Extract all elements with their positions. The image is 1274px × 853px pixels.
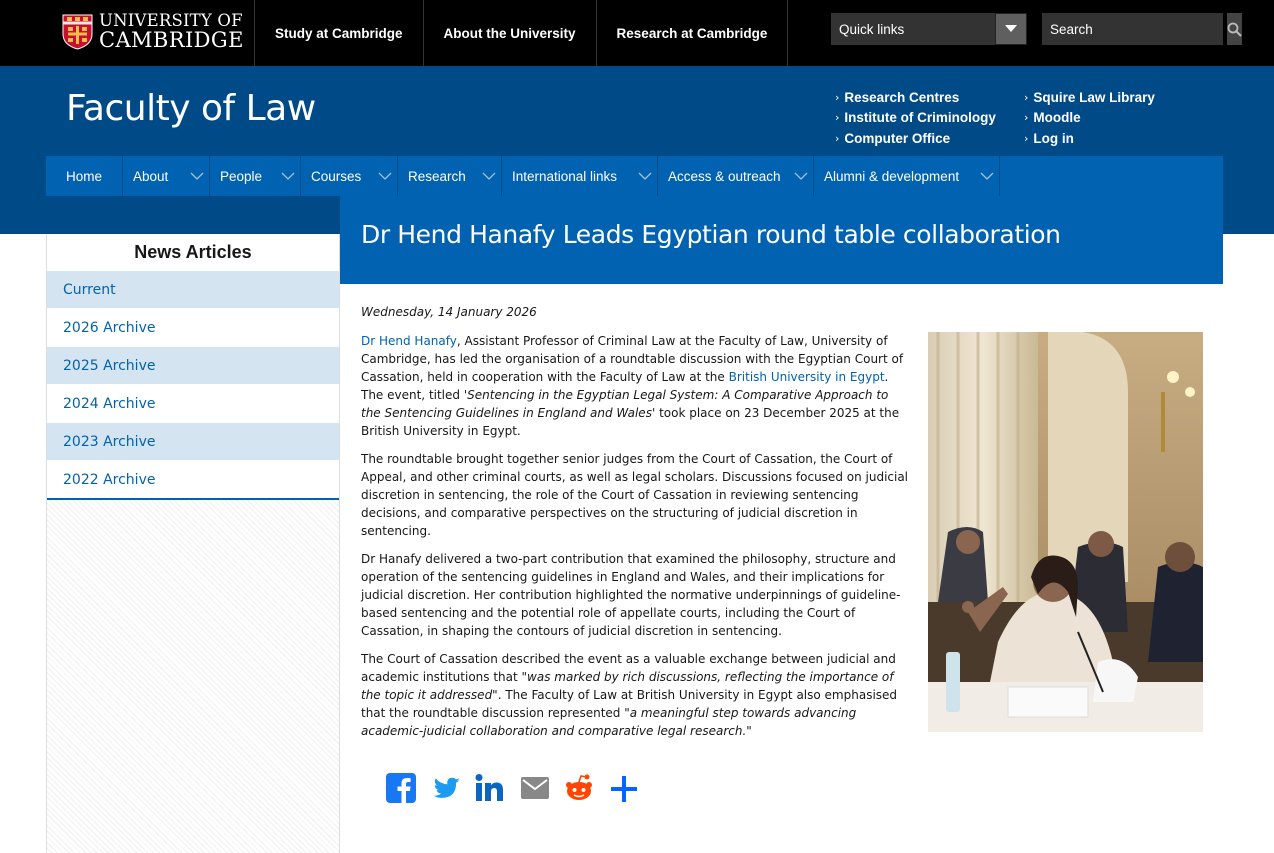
chevron-down-icon[interactable] (377, 170, 393, 182)
cambridge-shield-icon (62, 14, 93, 50)
header-link (1024, 87, 1155, 108)
search-icon (1227, 22, 1242, 37)
article-header (340, 196, 1223, 284)
share-twitter-button[interactable] (430, 772, 462, 804)
share-icon (608, 772, 640, 804)
sidebar-item-2022-archive[interactable]: 2022 Archive (47, 460, 339, 498)
nav-about[interactable] (123, 156, 210, 196)
nav-label: Research (408, 168, 466, 184)
quick-links-dropdown[interactable] (831, 13, 1027, 45)
article-body (361, 332, 911, 750)
article-paragraph-3: Dr Hanafy delivered a two-part contribution that examined the philosophy, structure and operation of the sentencing guidelines in England and Wales, and their implications for judicial discretion. Her contribution highlighted the normative underpinnings of guideline-based sentencing and the potential role of appellate courts, including the Court of Cassation, in shaping the contours of judicial discretion in sentencing. (361, 552, 901, 638)
link-dr-hend-hanafy[interactable]: Dr Hend Hanafy (361, 334, 457, 348)
faculty-title[interactable]: Faculty of Law (66, 88, 316, 129)
text: The Court of Cassation described the event as a valuable exchange between judicial and academic institutions that (361, 652, 896, 684)
top-navigation (254, 0, 788, 66)
nav-international-links[interactable] (502, 156, 658, 196)
main-navigation (46, 156, 1223, 196)
header-link (1024, 108, 1155, 129)
text: , Assistant Professor of Criminal Law at the Faculty of Law, University of Cambridge, has led the organisation of a roundtable discussion with the Egyptian Court of Cassation, held in cooperation with the Faculty of Law at the (361, 334, 904, 384)
chevron-right-icon: › (835, 111, 840, 125)
sidebar-item-2026-archive[interactable]: 2026 Archive (47, 308, 339, 346)
nav-courses[interactable] (301, 156, 398, 196)
article-date: Wednesday, 14 January 2026 (361, 305, 537, 319)
top-nav-study[interactable]: Study at Cambridge (254, 0, 423, 66)
article-paragraph-2: The roundtable brought together senior judges from the Court of Cassation, the Court of Appeal, and other criminal courts, as well as legal scholars. Discussions focused on judicial discretion in sentencing, the role of the Court of Cassation in reviewing sentencing decisions, and comparative perspectives on the structuring of judicial discretion in sentencing. (361, 452, 909, 538)
header-link-moodle[interactable]: Moodle (1033, 110, 1081, 126)
sidebar-heading: News Articles (47, 234, 339, 270)
nav-research[interactable] (398, 156, 502, 196)
sidebar-item-2023-archive[interactable]: 2023 Archive (47, 422, 339, 460)
header-link-institute-criminology[interactable]: Institute of Criminology (844, 110, 996, 126)
logo-line-2: CAMBRIDGE (99, 27, 244, 52)
share-bar (385, 772, 652, 804)
header-link-research-centres[interactable]: Research Centres (844, 89, 960, 105)
chevron-down-icon[interactable] (189, 170, 205, 182)
chevron-right-icon: › (835, 131, 840, 145)
nav-home[interactable] (46, 156, 123, 196)
header-link (835, 108, 996, 129)
header-links-col-2 (1024, 87, 1155, 149)
roundtable-photo (928, 332, 1203, 732)
nav-access-outreach[interactable] (658, 156, 814, 196)
event-title: 'Sentencing in the Egyptian Legal System: A Comparative Approach to the Sentencing Guidelines in England and Wales' (361, 388, 889, 420)
reddit-icon (563, 772, 595, 804)
sidebar-item-current[interactable]: Current (47, 270, 339, 308)
logo-line-1: UNIVERSITY OF (99, 11, 243, 31)
chevron-down-icon[interactable] (481, 170, 497, 182)
article-paragraph-4 (361, 650, 911, 740)
chevron-right-icon: › (1024, 90, 1029, 104)
quote: "a meaningful step towards advancing academic-judicial collaboration and comparative legal research." (361, 706, 857, 738)
nav-label: Access & outreach (668, 168, 781, 184)
top-bar (0, 0, 1274, 66)
search-box (1042, 13, 1223, 45)
header-link (1024, 128, 1155, 149)
article-content (340, 284, 1223, 853)
chevron-down-icon[interactable] (637, 170, 653, 182)
news-sidebar (46, 234, 340, 853)
sidebar-item-2025-archive[interactable]: 2025 Archive (47, 346, 339, 384)
linkedin-icon (474, 772, 506, 804)
chevron-down-icon (1005, 25, 1017, 33)
share-email-button[interactable] (519, 772, 551, 804)
header-link (835, 87, 996, 108)
share-reddit-button[interactable] (563, 772, 595, 804)
header-link-computer-office[interactable]: Computer Office (844, 130, 951, 146)
chevron-down-icon[interactable] (793, 170, 809, 182)
share-facebook-button[interactable] (385, 772, 417, 804)
share-more-button[interactable] (608, 772, 640, 804)
nav-alumni-development[interactable] (814, 156, 1000, 196)
nav-people[interactable] (210, 156, 301, 196)
header-link-log-in[interactable]: Log in (1033, 130, 1074, 146)
article-title: Dr Hend Hanafy Leads Egyptian round table collaboration (361, 220, 1061, 249)
header-link (835, 128, 996, 149)
nav-label: Courses (311, 168, 362, 184)
nav-label: International links (512, 168, 618, 184)
share-linkedin-button[interactable] (474, 772, 506, 804)
chevron-down-icon[interactable] (280, 170, 296, 182)
nav-label: Alumni & development (824, 168, 960, 184)
search-input[interactable] (1042, 13, 1227, 45)
nav-label: Home (66, 168, 103, 184)
header-link-squire-library[interactable]: Squire Law Library (1033, 89, 1155, 105)
nav-label: People (220, 168, 263, 184)
sidebar-item-2024-archive[interactable]: 2024 Archive (47, 384, 339, 422)
quick-links-toggle[interactable] (995, 13, 1027, 45)
facebook-icon (385, 772, 417, 804)
university-logo[interactable] (62, 13, 244, 51)
twitter-icon (430, 772, 462, 804)
link-british-university-egypt[interactable]: British University in Egypt (728, 370, 885, 384)
text: took place on 23 December 2025 at the British University in Egypt. (361, 406, 900, 438)
top-nav-research[interactable]: Research at Cambridge (596, 0, 789, 66)
chevron-right-icon: › (1024, 111, 1029, 125)
nav-label: About (133, 168, 169, 184)
quote: "was marked by rich discussions, reflecting the importance of the topic it addressed" (361, 670, 894, 702)
chevron-right-icon: › (835, 90, 840, 104)
header-links-col-1 (835, 87, 996, 149)
search-button[interactable] (1227, 13, 1242, 45)
email-icon (519, 772, 551, 804)
sidebar-list (47, 270, 339, 500)
article-photo (928, 332, 1203, 732)
chevron-right-icon: › (1024, 131, 1029, 145)
quick-links-label: Quick links (839, 21, 905, 37)
top-nav-about[interactable]: About the University (423, 0, 596, 66)
article-paragraph-1 (361, 332, 911, 440)
text: . The Faculty of Law at British University in Egypt also emphasised that the roundtable discussion represented (361, 688, 898, 720)
text: . The event, titled (361, 370, 889, 402)
chevron-down-icon[interactable] (979, 170, 995, 182)
